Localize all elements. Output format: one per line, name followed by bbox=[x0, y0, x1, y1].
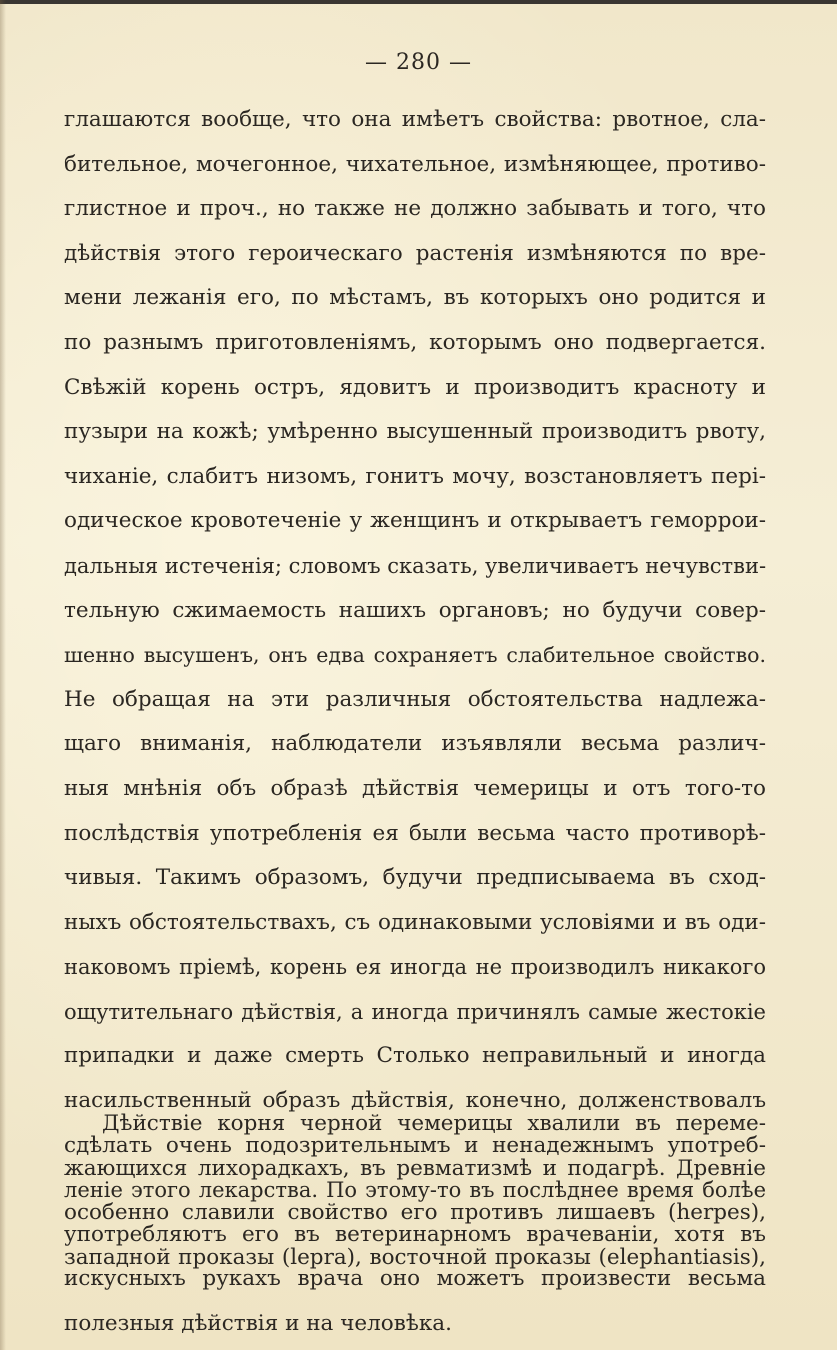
text-line: ныя мнѣнія объ образѣ дѣйствія чемерицы и отъ того-то bbox=[64, 775, 766, 801]
text-line: сдѣлать очень подозрительнымъ и ненадежнымъ употреб- bbox=[64, 1132, 766, 1158]
text-line: ощутительнаго дѣйствія, а иногда причинялъ самые жестокіе bbox=[64, 999, 766, 1024]
text-line: Дѣйствіе корня черной чемерицы хвалили въ переме- bbox=[102, 1111, 766, 1136]
text-line: щаго вниманія, наблюдатели изъявляли весьма различ- bbox=[64, 731, 766, 757]
paragraph-2 bbox=[64, 1102, 766, 1280]
text-line: тельную сжимаемость нашихъ органовъ; но будучи совер- bbox=[64, 597, 766, 623]
text-line: мени лежанія его, по мѣстамъ, въ которыхъ оно родится и bbox=[64, 285, 766, 311]
text-line: припадки и даже смерть Столько неправильный и иногда bbox=[64, 1043, 766, 1069]
text-line: пузыри на кожѣ; умѣренно высушенный производитъ рвоту, bbox=[64, 419, 766, 445]
text-line: особенно славили свойство его противъ лишаевъ (herpes), bbox=[64, 1200, 766, 1226]
text-line: Свѣжій корень остръ, ядовитъ и производитъ красноту и bbox=[64, 374, 766, 400]
text-line: чиханіе, слабитъ низомъ, гонитъ мочу, возстановляетъ пері- bbox=[64, 463, 766, 489]
text-line: бительное, мочегонное, чихательное, измѣняющее, противо- bbox=[64, 151, 766, 177]
text-line: послѣдствія употребленія ея были весьма часто противорѣ- bbox=[64, 820, 766, 846]
text-line: жающихся лихорадкахъ, въ ревматизмѣ и подагрѣ. Древніе bbox=[64, 1155, 766, 1181]
text-line: Не обращая на эти различныя обстоятельства надлежа- bbox=[64, 686, 766, 712]
text-line: полезныя дѣйствія и на человѣка. bbox=[64, 1311, 452, 1337]
text-line: насильственный образъ дѣйствія, конечно, долженствовалъ bbox=[64, 1088, 766, 1114]
text-line: одическое кровотеченіе у женщинъ и открываетъ геморрои- bbox=[64, 508, 766, 534]
text-line: искусныхъ рукахъ врача оно можетъ произвести весьма bbox=[64, 1266, 766, 1292]
text-line: ныхъ обстоятельствахъ, съ одинаковыми условіями и въ оди- bbox=[64, 909, 766, 935]
text-line: дальныя истеченія; словомъ сказать, увеличиваетъ нечувстви- bbox=[64, 553, 767, 578]
text-line: леніе этого лекарства. По этому-то въ послѣднее время болѣе bbox=[64, 1178, 766, 1203]
text-line: наковомъ пріемѣ, корень ея иногда не производилъ никакого bbox=[64, 955, 766, 980]
text-line: по разнымъ приготовленіямъ, которымъ оно подвергается. bbox=[64, 329, 766, 355]
text-line: глистное и проч., но также не должно забывать и того, что bbox=[64, 196, 766, 222]
text-line: чивыя. Такимъ образомъ, будучи предписываема въ сход- bbox=[64, 865, 766, 891]
text-line: дѣйствія этого героическаго растенія измѣняются по вре- bbox=[64, 240, 766, 266]
text-line: западной проказы (lepra), восточной проказы (elephantiasis), bbox=[64, 1244, 766, 1270]
page-number: — 280 — bbox=[365, 50, 472, 75]
text-line: употребляютъ его въ ветеринарномъ врачеваніи, хотя въ bbox=[64, 1221, 766, 1247]
text-line: глашаются вообще, что она имѣетъ свойства: рвотное, сла- bbox=[64, 107, 766, 132]
scan-top-border bbox=[0, 0, 837, 4]
text-line: шенно высушенъ, онъ едва сохраняетъ слабительное свойство. bbox=[64, 643, 766, 668]
page-gutter-shadow bbox=[0, 0, 6, 1350]
